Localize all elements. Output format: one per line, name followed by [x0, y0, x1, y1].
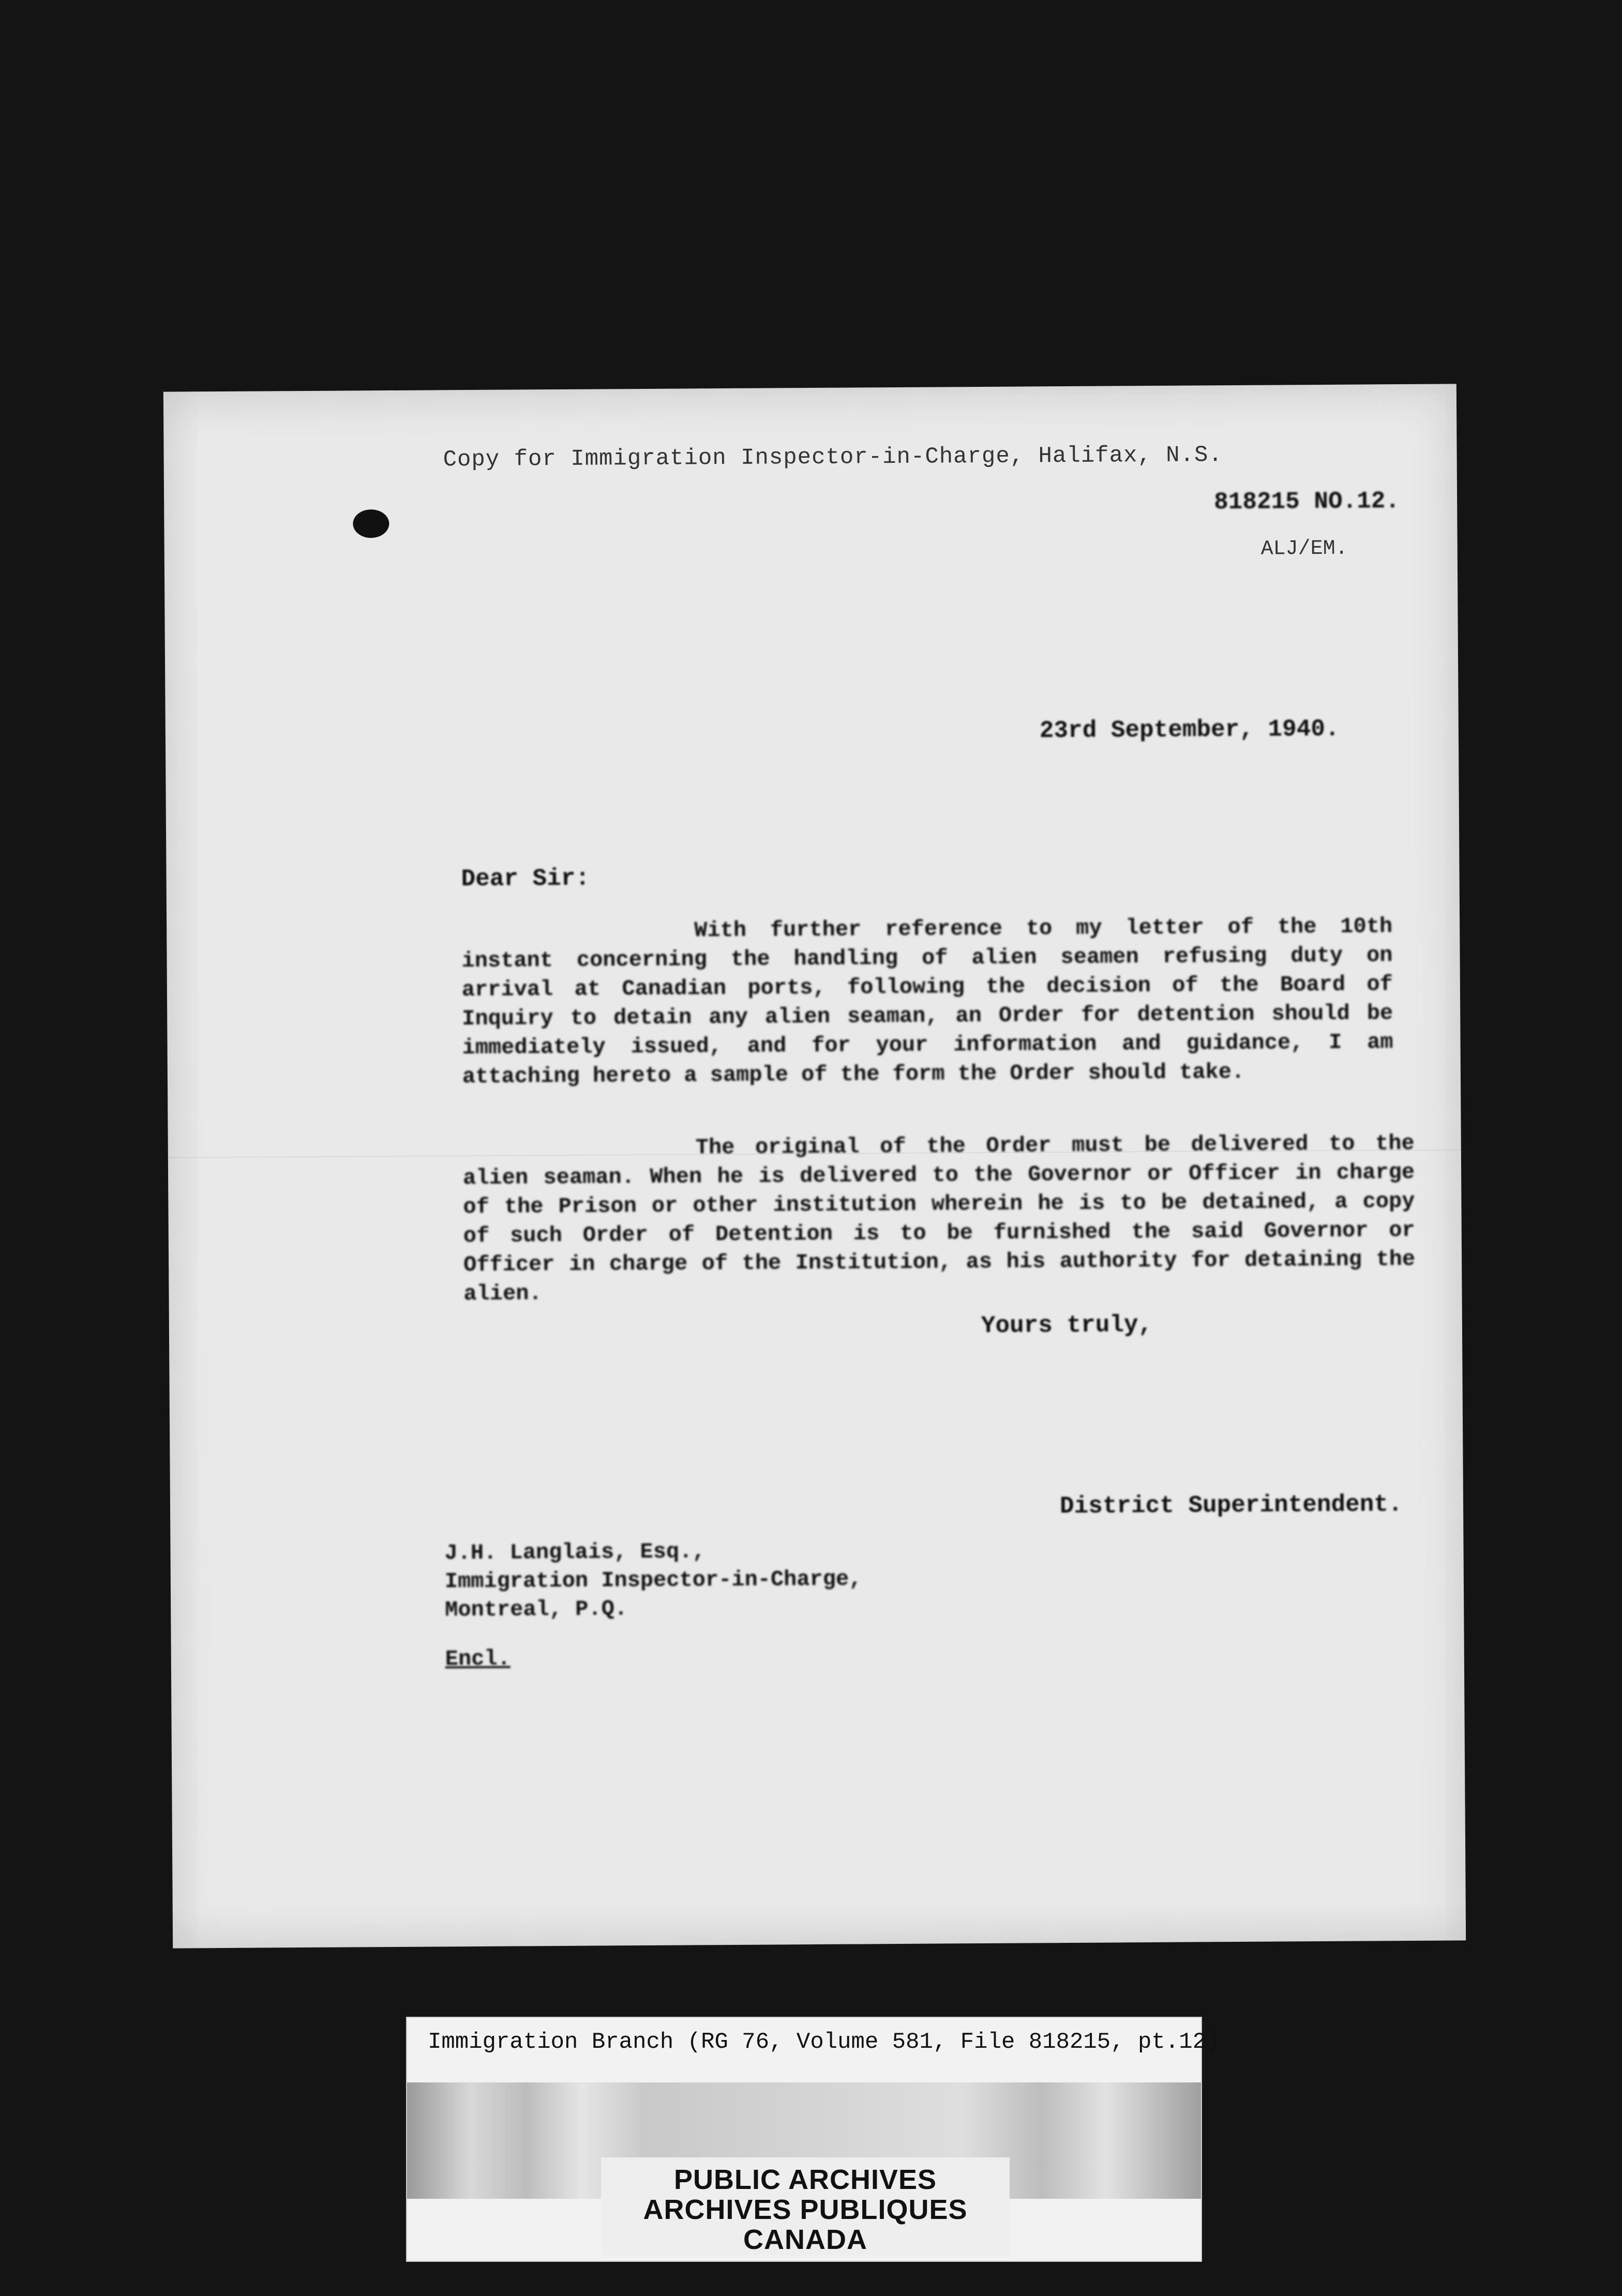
- archive-ribbon: [407, 2082, 1201, 2255]
- archive-label: [406, 2017, 1220, 2262]
- addressee-city: Montreal, P.Q.: [445, 1596, 628, 1623]
- letter-page: [163, 384, 1466, 1948]
- punch-hole-mark: [353, 509, 389, 538]
- reference-initials: ALJ/EM.: [1260, 537, 1348, 561]
- stamp-line-3: CANADA: [743, 2224, 867, 2255]
- enclosure-note: Encl.: [445, 1646, 510, 1672]
- archives-stamp: [601, 2157, 1010, 2256]
- body-paragraph-2: The original of the Order must be delivered to the alien seaman. When he is delivered to the Governor or Officer in charge of the Prison or other institution wherein he is to be detained, a copy of such Order of Detention is to be furnished the said Governor or Officer in charge of the Institution, as his authority for detaining the alien.: [462, 1130, 1416, 1307]
- stamp-line-1: PUBLIC ARCHIVES: [673, 2164, 937, 2195]
- file-number: 818215 NO.12.: [1214, 488, 1400, 516]
- addressee-title: Immigration Inspector-in-Charge,: [444, 1566, 862, 1594]
- copy-note: Copy for Immigration Inspector-in-Charge, Halifax, N.S.: [443, 442, 1223, 473]
- archive-reference: Immigration Branch (RG 76, Volume 581, File 818215, pt.12): [428, 2029, 1220, 2055]
- signature-title: District Superintendent.: [1059, 1491, 1403, 1520]
- stamp-line-2: ARCHIVES PUBLIQUES: [643, 2194, 968, 2225]
- body-paragraph-1: With further reference to my letter of the 10th instant concerning the handling of alien seamen refusing duty on arrival at Canadian ports, following the decision of the Board of Inquiry to detain any alien seaman, an Order for detention should be immediately issued, and for your information and guidance, I am attaching hereto a sample of the form the Order should take.: [461, 914, 1393, 1090]
- addressee-name: J.H. Langlais, Esq.,: [444, 1539, 705, 1566]
- closing: Yours truly,: [981, 1311, 1153, 1340]
- salutation: Dear Sir:: [461, 865, 590, 893]
- letter-date: 23rd September, 1940.: [1039, 715, 1340, 745]
